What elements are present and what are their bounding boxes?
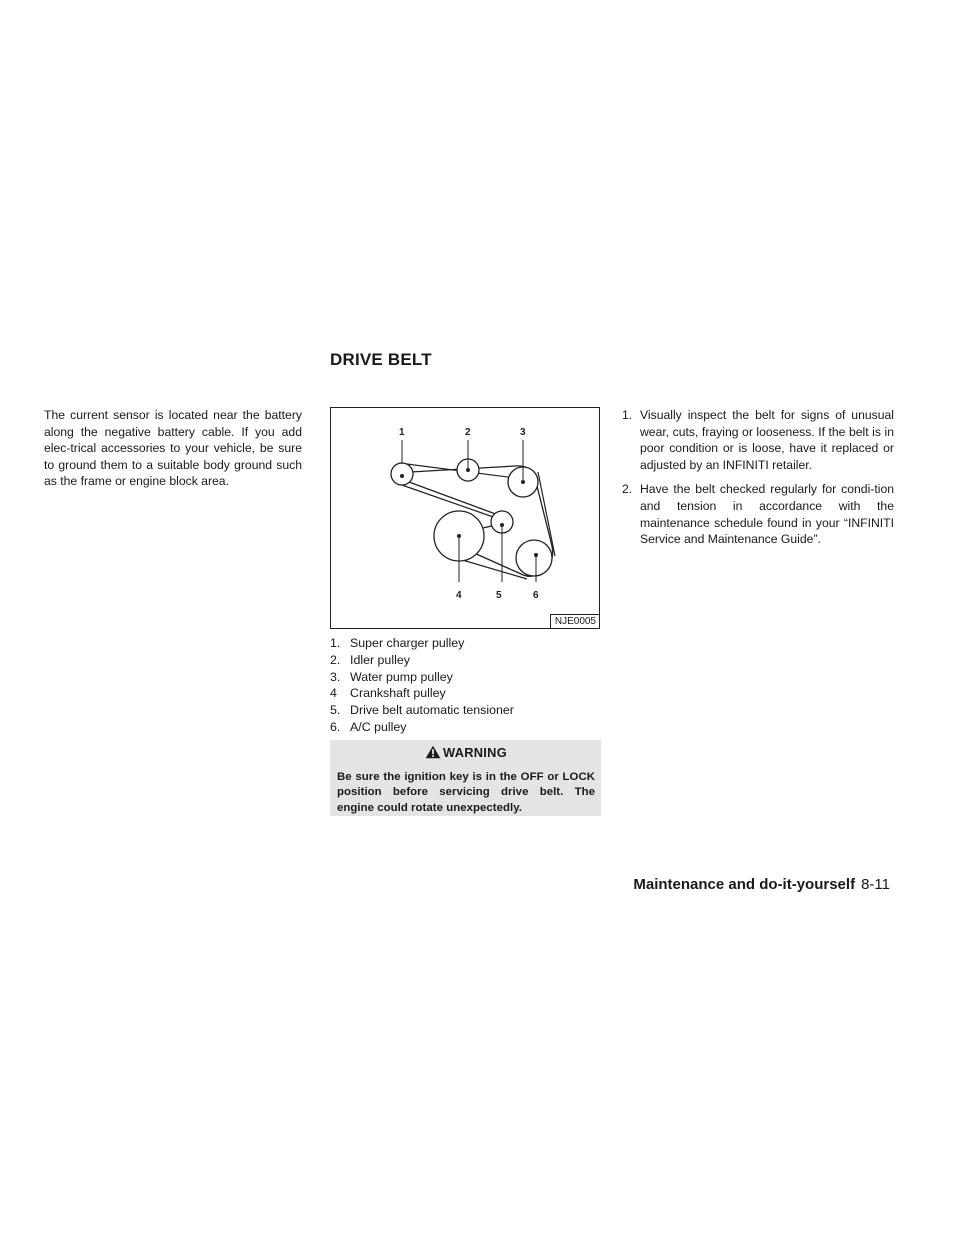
step-text: Have the belt checked regularly for condi-tion and tension in accordance with the maintenance schedule found in your “INFINITI Service and Maintenance Guide”. [640, 482, 894, 547]
page-footer [633, 876, 890, 894]
callout-1: 1 [399, 427, 405, 438]
step-number: 2. [622, 482, 633, 497]
callout-5: 5 [496, 590, 502, 601]
figure-code: NJE0005 [550, 614, 599, 628]
list-item [622, 407, 894, 473]
warning-text: Be sure the ignition key is in the OFF or LOCK position before servicing drive belt. The engine could rotate unexpectedly. [337, 771, 595, 814]
intro-paragraph: The current sensor is located near the battery along the negative battery cable. If you add elec-trical accessories to your vehicle, be sure to ground them to a suitable body ground such as the frame or engine block area. [44, 408, 302, 489]
legend-number: 2. [330, 652, 341, 667]
list-item [330, 702, 602, 719]
legend-text: Idler pulley [350, 652, 410, 667]
callout-2: 2 [465, 427, 471, 438]
drive-belt-diagram [330, 407, 600, 629]
list-item [330, 652, 602, 669]
page-number: 8-11 [861, 876, 890, 893]
legend-number: 1. [330, 636, 341, 650]
belt-routing-illustration [331, 408, 601, 630]
list-item [330, 635, 602, 652]
legend-list [330, 635, 602, 736]
pulley-6 [516, 540, 552, 576]
legend-text: Super charger pulley [350, 636, 465, 650]
callout-4: 4 [456, 590, 462, 601]
warning-heading [337, 744, 595, 762]
legend-text: Drive belt automatic tensioner [350, 703, 514, 718]
legend-number: 6. [330, 719, 341, 734]
footer-section: Maintenance and do-it-yourself [633, 876, 856, 893]
warning-title: WARNING [443, 745, 507, 760]
step-number: 1. [622, 408, 633, 422]
legend-number: 4 [330, 686, 337, 701]
list-item [622, 481, 894, 547]
legend-number: 3. [330, 669, 341, 684]
callout-3: 3 [520, 427, 526, 438]
warning-triangle-icon [425, 745, 441, 759]
legend-text: Water pump pulley [350, 669, 453, 684]
legend-text: Crankshaft pulley [350, 686, 446, 701]
warning-box [330, 740, 601, 816]
step-text: Visually inspect the belt for signs of unusual wear, cuts, fraying or looseness. If the belt is in poor condition or is loose, have it replaced or adjusted by an INFINITI retailer. [640, 408, 894, 472]
section-title: DRIVE BELT [330, 350, 432, 369]
list-item [330, 685, 602, 702]
list-item [330, 719, 602, 736]
legend-text: A/C pulley [350, 719, 407, 734]
inspection-steps [622, 407, 894, 556]
list-item [330, 669, 602, 686]
legend-number: 5. [330, 703, 341, 718]
callout-6: 6 [533, 590, 539, 601]
